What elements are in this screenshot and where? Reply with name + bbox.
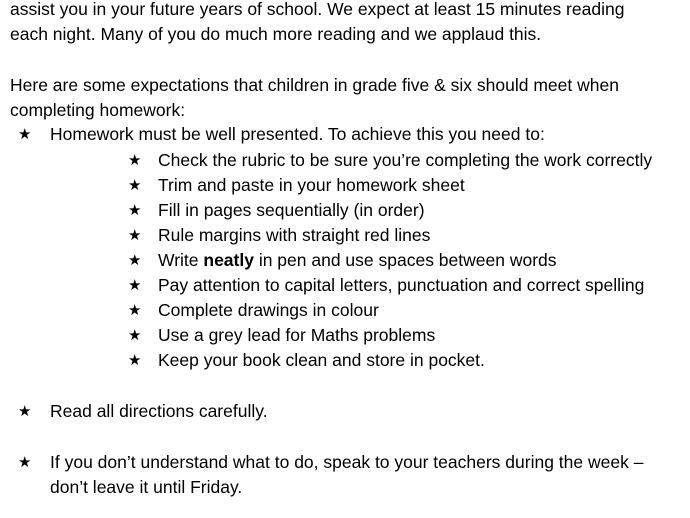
star-bullet-icon: ★: [128, 176, 142, 194]
presentation-item: Trim and paste in your homework sheet: [158, 175, 465, 195]
star-bullet-icon: ★: [128, 326, 142, 344]
directions-item: Read all directions carefully.: [50, 401, 268, 421]
star-bullet-icon: ★: [128, 226, 142, 244]
neat-item-bold: neatly: [203, 250, 254, 270]
star-bullet-icon: ★: [128, 276, 142, 294]
expectations-line-1: Here are some expectations that children in grade five & six should meet when: [10, 75, 619, 95]
help-line-1: If you don’t understand what to do, speak to your teachers during the week –: [50, 452, 644, 472]
star-bullet-icon: ★: [128, 151, 142, 169]
neat-item-after: in pen and use spaces between words: [253, 250, 557, 270]
presentation-item: Use a grey lead for Maths problems: [158, 325, 436, 345]
star-bullet-icon: ★: [128, 251, 142, 269]
presentation-item-neatly: [158, 248, 557, 273]
star-bullet-icon: ★: [18, 125, 32, 143]
presentation-item: Complete drawings in colour: [158, 300, 379, 320]
intro-line-2: each night. Many of you do much more reading and we applaud this.: [10, 24, 542, 44]
star-bullet-icon: ★: [18, 453, 32, 471]
presentation-heading: Homework must be well presented. To achieve this you need to:: [50, 124, 545, 144]
presentation-item: Fill in pages sequentially (in order): [158, 200, 425, 220]
star-bullet-icon: ★: [128, 351, 142, 369]
presentation-item: Keep your book clean and store in pocket.: [158, 350, 485, 370]
presentation-item: Pay attention to capital letters, punctuation and correct spelling: [158, 275, 645, 295]
star-bullet-icon: ★: [128, 301, 142, 319]
help-line-2: don’t leave it until Friday.: [50, 477, 243, 497]
neat-item-before: Write: [158, 250, 204, 270]
intro-line-1: assist you in your future years of school. We expect at least 15 minutes reading: [10, 0, 625, 19]
star-bullet-icon: ★: [18, 402, 32, 420]
presentation-item: Rule margins with straight red lines: [158, 225, 431, 245]
star-bullet-icon: ★: [128, 201, 142, 219]
expectations-line-2: completing homework:: [10, 100, 186, 120]
presentation-item: Check the rubric to be sure you’re completing the work correctly: [158, 150, 653, 170]
